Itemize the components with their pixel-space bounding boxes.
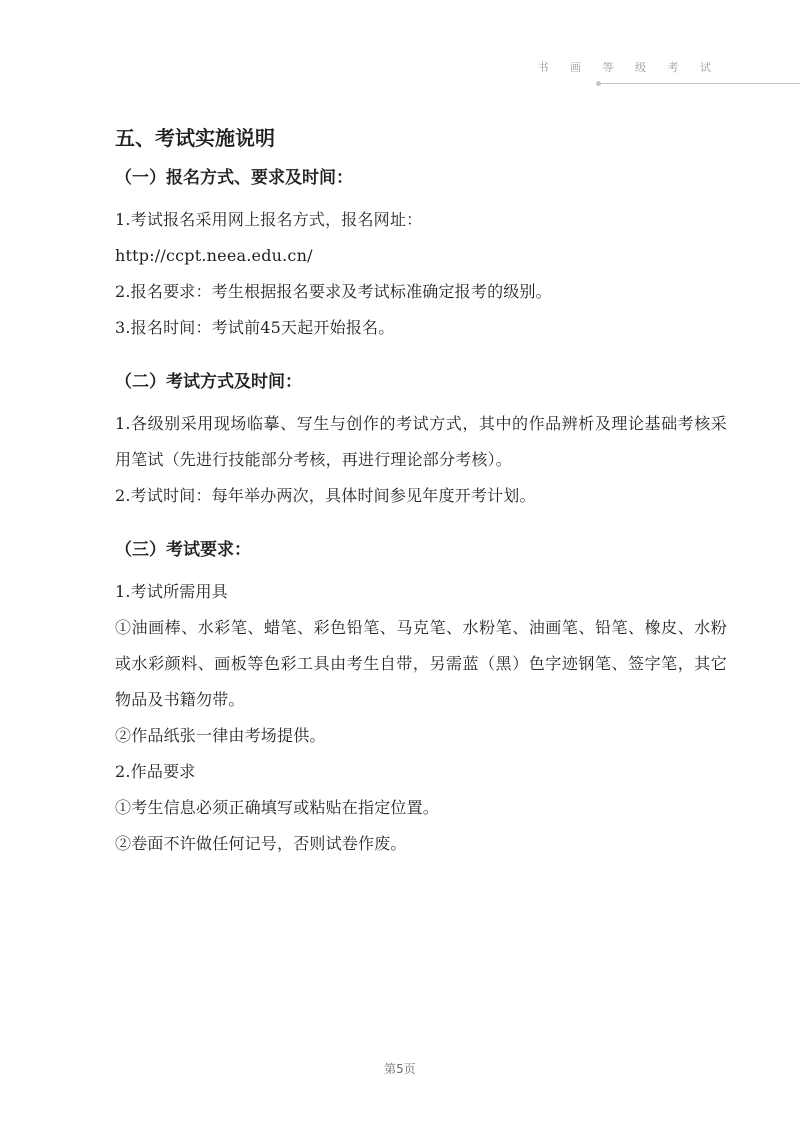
spacer	[115, 514, 727, 538]
sub-heading-exam-method: （二）考试方式及时间：	[115, 372, 302, 392]
paragraph: 2.作品要求	[115, 762, 196, 781]
sub-heading-exam-requirements: （三）考试要求：	[115, 540, 251, 560]
page-number: 第5页	[384, 1062, 416, 1076]
sub-heading-registration: （一）报名方式、要求及时间：	[115, 168, 353, 188]
header-title: 书 画 等 级 考 试	[537, 61, 720, 74]
document-body	[115, 124, 727, 862]
paragraph: 1.考试报名采用网上报名方式，报名网址：	[115, 210, 423, 229]
paragraph: 1.考试所需用具	[115, 582, 228, 601]
paragraph: 3.报名时间：考试前45天起开始报名。	[115, 318, 395, 337]
spacer	[115, 346, 727, 370]
paragraph: 2.报名要求：考生根据报名要求及考试标准确定报考的级别。	[115, 282, 552, 301]
paragraph: ①考生信息必须正确填写或粘贴在指定位置。	[115, 798, 440, 817]
paragraph: ①油画棒、水彩笔、蜡笔、彩色铅笔、马克笔、水粉笔、油画笔、铅笔、橡皮、水粉或水彩颜料、画板等色彩工具由考生自带，另需蓝（黑）色字迹钢笔、签字笔，其它物品及书籍勿带。	[115, 618, 727, 709]
paragraph: 1.各级别采用现场临摹、写生与创作的考试方式，其中的作品辨析及理论基础考核采用笔试（先进行技能部分考核，再进行理论部分考核）。	[115, 414, 727, 469]
header-rule	[598, 83, 800, 84]
section-title: 五、考试实施说明	[115, 126, 275, 150]
paragraph: ②作品纸张一律由考场提供。	[115, 726, 326, 745]
registration-url: http://ccpt.neea.edu.cn/	[115, 246, 313, 265]
paragraph: ②卷面不许做任何记号，否则试卷作废。	[115, 834, 407, 853]
paragraph: 2.考试时间：每年举办两次，具体时间参见年度开考计划。	[115, 486, 536, 505]
